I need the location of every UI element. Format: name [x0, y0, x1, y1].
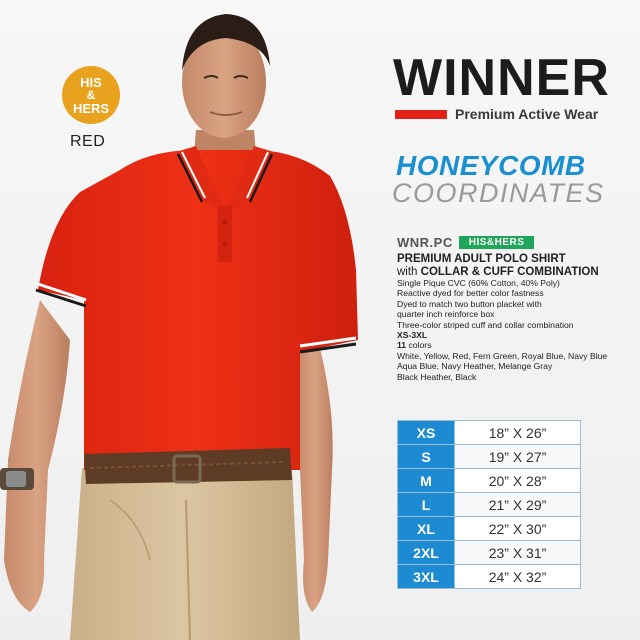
- product-tag: HIS&HERS: [459, 236, 535, 249]
- colors-list-line: Aqua Blue, Navy Heather, Melange Gray: [397, 361, 553, 372]
- colors-list-line: White, Yellow, Red, Fern Green, Royal Blue, Navy Blue: [397, 350, 608, 361]
- brand-title: WINNER: [393, 49, 610, 107]
- feature-line: Reactive dyed for better color fastness: [397, 288, 544, 299]
- badge-amp: &: [86, 87, 96, 102]
- feature-line: Dyed to match two button placket with: [397, 298, 542, 309]
- product-code: WNR.PC: [397, 234, 453, 250]
- dimension-cell: 24” X 32”: [455, 565, 581, 589]
- size-cell: L: [398, 493, 455, 517]
- badge-line2: HERS: [72, 100, 110, 116]
- collection-subtitle: COORDINATES: [392, 178, 605, 208]
- size-cell: M: [398, 469, 455, 493]
- feature-line: quarter inch reinforce box: [397, 309, 495, 320]
- colors-count: 11 colors: [397, 340, 432, 351]
- brand-logo: [393, 49, 613, 122]
- badge-line1: HIS: [80, 74, 102, 90]
- product-specs: [397, 234, 633, 382]
- size-cell: 3XL: [398, 565, 455, 589]
- size-range: XS-3XL: [397, 330, 428, 341]
- table-row: [398, 421, 581, 445]
- dimension-cell: 22” X 30”: [455, 517, 581, 541]
- dimension-cell: 23” X 31”: [455, 541, 581, 565]
- colors-list-line: Black Heather, Black: [397, 371, 477, 382]
- product-title: PREMIUM ADULT POLO SHIRT: [397, 253, 566, 265]
- size-cell: XL: [398, 517, 455, 541]
- dimension-cell: 21” X 29”: [455, 493, 581, 517]
- size-cell: 2XL: [398, 541, 455, 565]
- table-row: [398, 565, 581, 589]
- brand-subtitle: Premium Active Wear: [455, 106, 599, 122]
- size-cell: XS: [398, 421, 455, 445]
- table-row: [398, 469, 581, 493]
- size-chart: [397, 420, 581, 589]
- dimension-cell: 20” X 28”: [455, 469, 581, 493]
- table-row: [398, 517, 581, 541]
- table-row: [398, 541, 581, 565]
- collection-title: HONEYCOMB: [396, 150, 586, 181]
- brand-accent-bar: [395, 110, 447, 119]
- color-label: RED: [70, 133, 106, 150]
- his-hers-badge: [62, 66, 120, 124]
- size-cell: S: [398, 445, 455, 469]
- feature-line: Single Pique CVC (60% Cotton, 40% Poly): [397, 278, 560, 288]
- dimension-cell: 18” X 26”: [455, 421, 581, 445]
- product-subtitle: with COLLAR & CUFF COMBINATION: [397, 266, 599, 278]
- table-row: [398, 493, 581, 517]
- dimension-cell: 19” X 27”: [455, 445, 581, 469]
- feature-line: Three-color striped cuff and collar combination: [397, 319, 574, 330]
- table-row: [398, 445, 581, 469]
